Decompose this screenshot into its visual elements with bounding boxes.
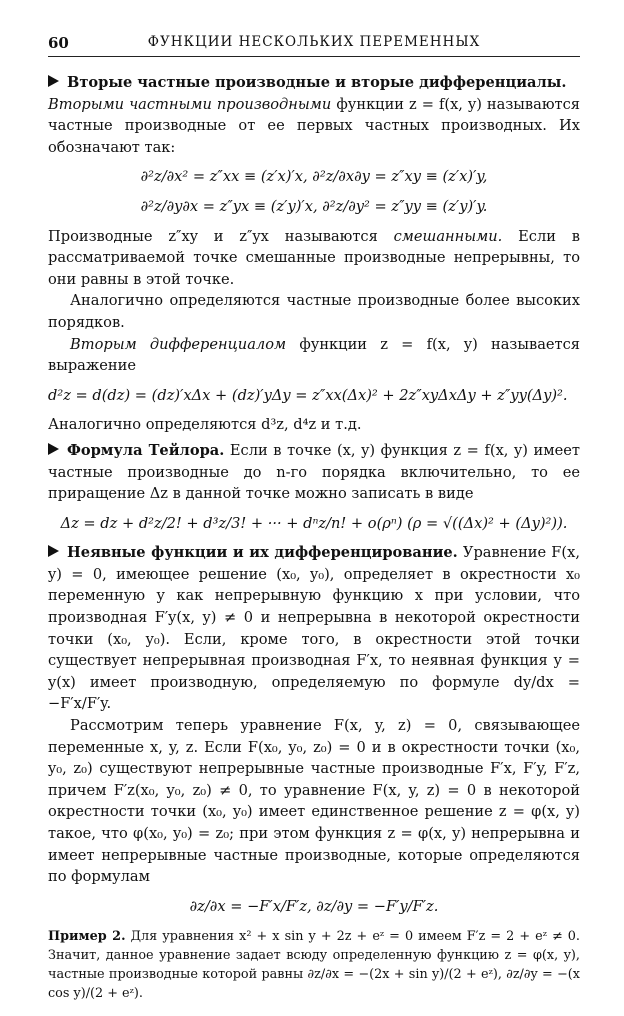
triangle-bullet-icon [48,545,59,557]
page-number: 60 [48,34,69,52]
section-second-partials [48,72,580,158]
section-heading: Неявные функции и их дифференцирование. [67,544,458,562]
term: смешанными. [393,227,503,245]
paragraph-text: Уравнение F(x, y) = 0, имеющее решение (x₀, y₀), определяет в окрестности x₀ переменную y как непрерывную функцию x при условии, что производная F′y(x, y) ≠ 0 и непрерывна в некоторой окрестности точки (x₀, y₀). Если, кроме того, в окрестности этой точки существует непрерывная производная F′x, то неявная функция y = y(x) имеет производную, определяемую по формуле dy/dx = −F′x/F′y. [48,544,580,713]
example-2 [48,927,580,1003]
paragraph-text: Производные z″xy и z″yx называются [48,227,394,245]
paragraph-text: функции z = f(x, y) называются частные производные от ее первых частных производных. Их обозначают так: [48,95,580,156]
paragraph [48,334,580,377]
triangle-bullet-icon [48,443,59,455]
formula: ∂z/∂x = −F′x/F′z, ∂z/∂y = −F′y/F′z. [189,897,439,915]
chapter-title: ФУНКЦИИ НЕСКОЛЬКИХ ПЕРЕМЕННЫХ [147,34,481,50]
paragraph-text: Если в точке (x, y) функция z = f(x, y) имеет частные производные до n-го порядка включительно, то ее приращение Δz в данной точке можно записать в виде [48,441,580,503]
paragraph: Аналогично определяются частные производные более высоких порядков. [48,292,580,331]
section-implicit-functions [48,542,580,715]
paragraph [48,226,580,291]
formula-row: ∂²z/∂x² = z″xx ≡ (z′x)′x, ∂²z/∂x∂y = z″xy ≡ (z′x)′y, [140,168,488,186]
example-text: Для уравнения x² + x sin y + 2z + eᶻ = 0 имеем F′z = 2 + eᶻ ≠ 0. Значит, данное уравнение задает всюду определенную функцию z = φ(x, y), частные производные которой равны ∂z/∂x = −(2x + sin y)/(2 + eᶻ), ∂z/∂y = −(x cos y)/(2 + eᶻ). [48,929,581,1002]
paragraph-text: Если в рассматриваемой точке смешанные производные непрерывны, то они равны в этой точке. [48,227,580,288]
section-taylor [48,440,580,505]
paragraph: Рассмотрим теперь уравнение F(x, y, z) = 0, связывающее переменные x, y, z. Если F(x₀, y₀, z₀) = 0 и в окрестности точки (x₀, y₀, z₀) существуют непрерывные частные производные F′x, F′y, F′z, причем F′z(x₀, y₀, z₀) ≠ 0, то уравнение F(x, y, z) = 0 в некоторой окрестности точки (x₀, y₀) имеет единственное решение z = φ(x, y) такое, что φ(x₀, y₀) = z₀; при этом функция z = φ(x, y) непрерывна и имеет непрерывные частные производные, которые определяются по формулам [48,717,580,886]
formula-row: ∂²z/∂y∂x = z″yx ≡ (z′y)′x, ∂²z/∂y² = z″yy ≡ (z′y)′y. [140,197,488,215]
formula: Δz = dz + d²z/2! + d³z/3! + ··· + dⁿz/n! + o(ρⁿ) (ρ = √((Δx)² + (Δy)²)). [60,514,568,532]
term: Вторым дифференциалом [70,335,287,353]
section-heading: Формула Тейлора. [67,441,225,459]
paragraph: Аналогично определяются d³z, d⁴z и т.д. [48,416,362,434]
page-content [48,72,580,1016]
page [48,34,581,1002]
running-header [48,34,580,57]
paragraph-text: функции z = f(x, y) называется выражение [48,335,581,375]
term: Вторыми частными производными [48,95,332,113]
formula: d²z = d(dz) = (dz)′xΔx + (dz)′yΔy = z″xx(Δx)² + 2z″xyΔxΔy + z″yy(Δy)². [48,386,568,404]
triangle-bullet-icon [48,75,59,87]
example-label: Пример 2. [48,929,126,945]
section-heading: Вторые частные производные и вторые дифференциалы. [67,74,567,91]
